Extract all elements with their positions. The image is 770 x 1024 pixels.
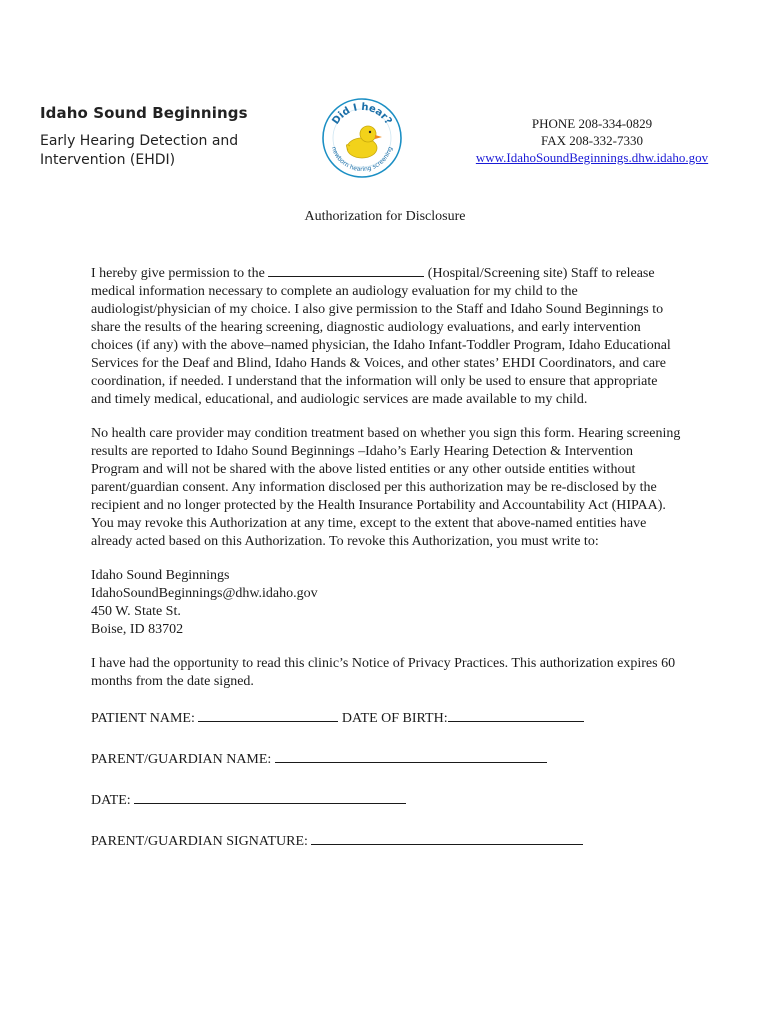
guardian-signature-label: PARENT/GUARDIAN SIGNATURE: bbox=[91, 834, 308, 849]
address-street: 450 W. State St. bbox=[91, 604, 181, 619]
hospital-site-blank[interactable] bbox=[268, 262, 424, 277]
date-label: DATE: bbox=[91, 793, 131, 808]
guardian-name-field[interactable] bbox=[275, 748, 547, 763]
patient-name-label: PATIENT NAME: bbox=[91, 711, 195, 726]
address-org: Idaho Sound Beginnings bbox=[91, 568, 230, 583]
document-title: Authorization for Disclosure bbox=[304, 209, 466, 224]
document-body bbox=[91, 262, 681, 871]
guardian-signature-field[interactable] bbox=[311, 830, 583, 845]
patient-name-field[interactable] bbox=[198, 707, 338, 722]
permission-text-end: (Hospital/Screening site) Staff to release medical information necessary to complete an audiology evaluation for my child to the audiologist/physician of my choice. I also give permission to the Staff and Idaho Sound Beginnings to share the results of the hearing screening, diagnostic audiology evaluations, and early intervention choices (if any) with the above–named physician, the Idaho Infant-Toddler Program, Idaho Educational Services for the Deaf and Blind, Idaho Hands & Voices, and other states’ EHDI Coordinators, and care coordination, if needed. I understand that the information will only be used to ensure that appropriate and timely medical, educational, and audiologic services are made available to my child. bbox=[91, 266, 671, 407]
privacy-paragraph: I have had the opportunity to read this clinic’s Notice of Privacy Practices. This authorization expires 60 months from the date signed. bbox=[91, 656, 676, 689]
signature-row bbox=[91, 830, 681, 851]
logo-icon bbox=[322, 98, 402, 178]
date-field[interactable] bbox=[134, 789, 406, 804]
permission-paragraph bbox=[91, 262, 681, 409]
date-row bbox=[91, 789, 681, 810]
address-email: IdahoSoundBeginnings@dhw.idaho.gov bbox=[91, 586, 318, 601]
dob-field[interactable] bbox=[448, 707, 584, 722]
contact-info bbox=[452, 115, 732, 166]
org-header bbox=[40, 104, 248, 170]
logo-bottom-text: newborn hearing screening bbox=[329, 145, 395, 174]
disclosure-paragraph: No health care provider may condition treatment based on whether you sign this form. Hearing screening results are reported to Idaho Sound Beginnings –Idaho’s Early Hearing Detection & Intervention Program and will not be shared with the above listed entities or any other outside entities without parent/guardian consent. Any information disclosed per this authorization may be re-disclosed by the recipient and no longer protected by the Health Insurance Portability and Accountability Act (HIPAA). You may revoke this Authorization at any time, except to the extent that above-named entities have already acted based on this Authorization. To revoke this Authorization, you must write to: bbox=[91, 426, 681, 549]
guardian-name-label: PARENT/GUARDIAN NAME: bbox=[91, 752, 272, 767]
permission-text-start: I hereby give permission to the bbox=[91, 266, 265, 281]
fax-number: FAX 208-332-7330 bbox=[541, 133, 643, 148]
org-name: Idaho Sound Beginnings bbox=[40, 104, 248, 122]
website-link[interactable]: www.IdahoSoundBeginnings.dhw.idaho.gov bbox=[475, 150, 709, 165]
program-line-1: Early Hearing Detection and bbox=[40, 133, 239, 149]
guardian-name-row bbox=[91, 748, 681, 769]
program-line-2: Intervention (EHDI) bbox=[40, 152, 176, 168]
logo-top-text: Did I hear? bbox=[330, 101, 394, 127]
patient-row bbox=[91, 707, 681, 728]
mailing-address bbox=[91, 567, 681, 639]
dob-label: DATE OF BIRTH: bbox=[341, 711, 448, 726]
program-name bbox=[40, 132, 248, 170]
phone-number: PHONE 208-334-0829 bbox=[531, 116, 653, 131]
address-city: Boise, ID 83702 bbox=[91, 622, 184, 637]
